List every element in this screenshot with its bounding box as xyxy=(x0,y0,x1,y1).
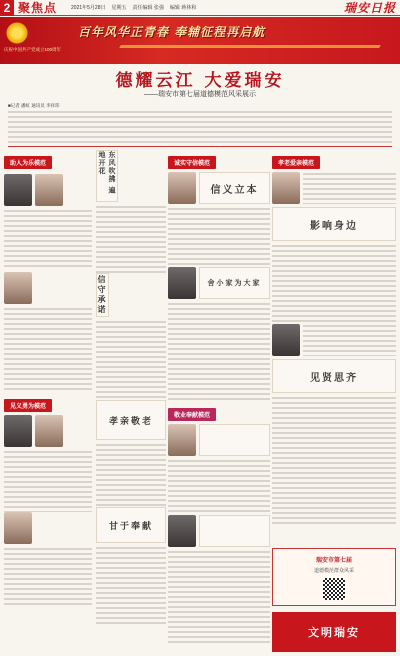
calligraphy-card xyxy=(199,424,270,456)
portrait-photo xyxy=(35,174,63,206)
article-text-lines xyxy=(4,307,92,393)
promo-subtitle: 道德模范群众风采 xyxy=(313,568,354,574)
calligraphy-card: 信义立本 xyxy=(199,172,270,204)
party-emblem-icon xyxy=(6,22,28,44)
lead-paragraph xyxy=(8,110,392,144)
banner-stripe xyxy=(119,45,381,48)
masthead xyxy=(0,0,400,16)
page-headline: 德耀云江 大爱瑞安 xyxy=(115,71,285,91)
article-text-lines xyxy=(4,547,92,607)
column-1 xyxy=(4,150,92,656)
article-text-lines xyxy=(96,546,166,626)
article-text-lines xyxy=(303,172,396,204)
promo-box xyxy=(272,548,396,606)
designer-credit: 编辑 蒋林和 xyxy=(169,5,197,11)
portrait-photo xyxy=(168,267,196,299)
calligraphy-card: 东风吹拂 遍地开花 xyxy=(96,150,118,202)
portrait-photo xyxy=(35,415,63,447)
portrait-photo xyxy=(4,512,32,544)
calligraphy-card: 甘于奉献 xyxy=(96,507,166,543)
article-text-lines xyxy=(303,324,396,356)
footer-logo xyxy=(272,612,396,652)
portrait-photo xyxy=(168,424,196,456)
portrait-photo xyxy=(168,515,196,547)
article-text-lines xyxy=(168,207,270,267)
column-2 xyxy=(96,150,166,656)
article-text-lines xyxy=(96,205,166,273)
paper-logo: 瑞安日报 xyxy=(343,1,396,15)
portrait-photo xyxy=(168,172,196,204)
calligraphy-card xyxy=(199,515,270,547)
category-dedication: 敬业奉献模范 xyxy=(168,408,216,421)
column-3 xyxy=(168,150,270,656)
section-title: 聚焦点 xyxy=(18,1,58,15)
masthead-meta xyxy=(71,4,196,11)
lead-text-lines xyxy=(8,110,392,144)
banner-slogan: 百年风华正青春 奉辅征程再启航 xyxy=(78,25,266,39)
article-text-lines xyxy=(168,459,270,515)
banner-subtitle: 庆祝中国共产党成立100周年 xyxy=(4,47,62,52)
article-text-lines xyxy=(4,209,92,269)
article-text-lines xyxy=(4,450,92,512)
calligraphy-card: 见贤思齐 xyxy=(272,359,396,393)
portrait-photo xyxy=(4,415,32,447)
portrait-photo xyxy=(272,324,300,356)
category-honesty: 诚实守信模范 xyxy=(168,156,216,169)
category-helping-others: 助人为乐模范 xyxy=(4,156,52,169)
issue-weekday: 星期五 xyxy=(111,5,127,11)
editor-credit: 责任编辑 张强 xyxy=(132,5,164,11)
page-subheadline: ——瑞安市第七届道德模范风采展示 xyxy=(144,91,256,98)
article-text-lines xyxy=(168,550,270,646)
promo-title: 瑞安市第七届 xyxy=(315,558,352,564)
article-text-lines xyxy=(168,302,270,402)
category-bravery: 见义勇为模范 xyxy=(4,399,52,412)
reporter-byline: ■记者 潘虹 通讯员 李祥玮 xyxy=(8,103,60,108)
divider xyxy=(8,146,392,147)
calligraphy-card: 孝亲敬老 xyxy=(96,400,166,440)
calligraphy-card: 舍小家为大家 xyxy=(199,267,270,299)
calligraphy-card: 信守承诺 xyxy=(97,275,107,315)
page-number: 2 xyxy=(0,0,14,16)
portrait-photo xyxy=(272,172,300,204)
issue-date: 2021年5月28日 xyxy=(71,5,106,11)
article-text-lines xyxy=(96,443,166,507)
portrait-photo xyxy=(4,272,32,304)
portrait-photo xyxy=(4,174,32,206)
article-text-lines xyxy=(96,320,166,400)
anniversary-banner xyxy=(0,17,400,64)
article-text-lines xyxy=(272,396,396,526)
article-text-lines xyxy=(272,244,396,324)
category-filial-piety: 孝老爱亲模范 xyxy=(272,156,320,169)
footer-logo-text: 文明瑞安 xyxy=(308,626,360,639)
qr-code-icon[interactable] xyxy=(323,578,345,600)
calligraphy-card: 影响身边 xyxy=(272,207,396,241)
